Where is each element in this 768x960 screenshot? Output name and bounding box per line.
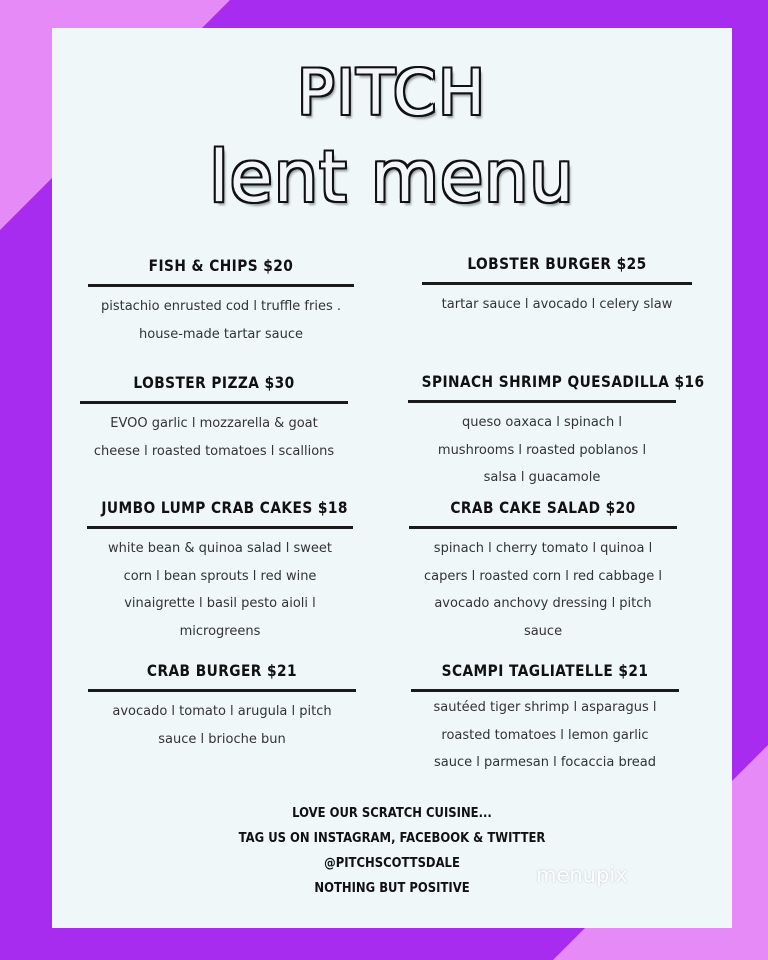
menu-item-description: tartar sauce l avocado l celery slaw [441, 297, 673, 312]
menu-item-name: SPINACH SHRIMP QUESADILLA $16 [421, 372, 705, 391]
watermark: menupix [536, 863, 628, 887]
menu-item-name: JUMBO LUMP CRAB CAKES $18 [101, 498, 348, 517]
menu-card [52, 28, 732, 928]
menu-item-description: pistachio enrusted cod l truffle fries . house-made tartar sauce [100, 299, 342, 342]
menu-item-lobster-pizza [64, 373, 364, 465]
divider [88, 689, 356, 692]
menu-item-fish-chips [76, 256, 366, 348]
menu-item-name: LOBSTER PIZZA $30 [133, 373, 295, 392]
divider [409, 526, 677, 529]
restaurant-name: PITCH [297, 56, 487, 129]
divider [411, 689, 679, 692]
menu-item-crab-burger [82, 661, 362, 753]
menu-item-description: spinach l cherry tomato l quinoa l capers l roasted corn l red cabbage l avocado anchovy dressing l pitch sauce [424, 541, 662, 639]
menu-item-description: white bean & quinoa salad l sweet corn l bean sprouts l red wine vinaigrette l basil pesto aioli l microgreens [108, 541, 332, 639]
menu-item-jumbo-lump-crab-cakes [82, 498, 358, 645]
menu-item-name: FISH & CHIPS $20 [148, 256, 294, 275]
menu-item-name: LOBSTER BURGER $25 [467, 254, 647, 273]
divider [408, 400, 676, 403]
menu-item-description: sautéed tiger shrimp l asparagus l roasted tomatoes l lemon garlic sauce l parmesan l focaccia bread [433, 700, 657, 770]
divider [88, 284, 354, 287]
footer-line: TAG US ON INSTAGRAM, FACEBOOK & TWITTER [238, 830, 546, 846]
footer [52, 801, 732, 901]
menu-item-name: CRAB CAKE SALAD $20 [450, 498, 636, 517]
menu-item-scampi-tagliatelle [400, 661, 690, 777]
footer-line: NOTHING BUT POSITIVE [314, 880, 470, 896]
menu-item-description: EVOO garlic l mozzarella & goat cheese l roasted tomatoes l scallions [93, 416, 335, 459]
divider [80, 401, 348, 404]
menu-item-lobster-burger [412, 254, 702, 319]
divider [87, 526, 353, 529]
menu-item-description: queso oaxaca l spinach l mushrooms l roasted poblanos l salsa l guacamole [437, 415, 647, 485]
menu-item-description: avocado l tomato l arugula l pitch sauce l brioche bun [112, 704, 332, 747]
divider [422, 282, 692, 285]
menu-item-spinach-shrimp-quesadilla [402, 372, 705, 492]
menu-item-crab-cake-salad [398, 498, 688, 645]
menu-title: lent menu [209, 136, 575, 218]
footer-line: LOVE OUR SCRATCH CUISINE... [292, 805, 492, 821]
menu-item-name: SCAMPI TAGLIATELLE $21 [441, 661, 649, 680]
social-handle: @PITCHSCOTTSDALE [324, 855, 460, 871]
menu-item-name: CRAB BURGER $21 [146, 661, 298, 680]
